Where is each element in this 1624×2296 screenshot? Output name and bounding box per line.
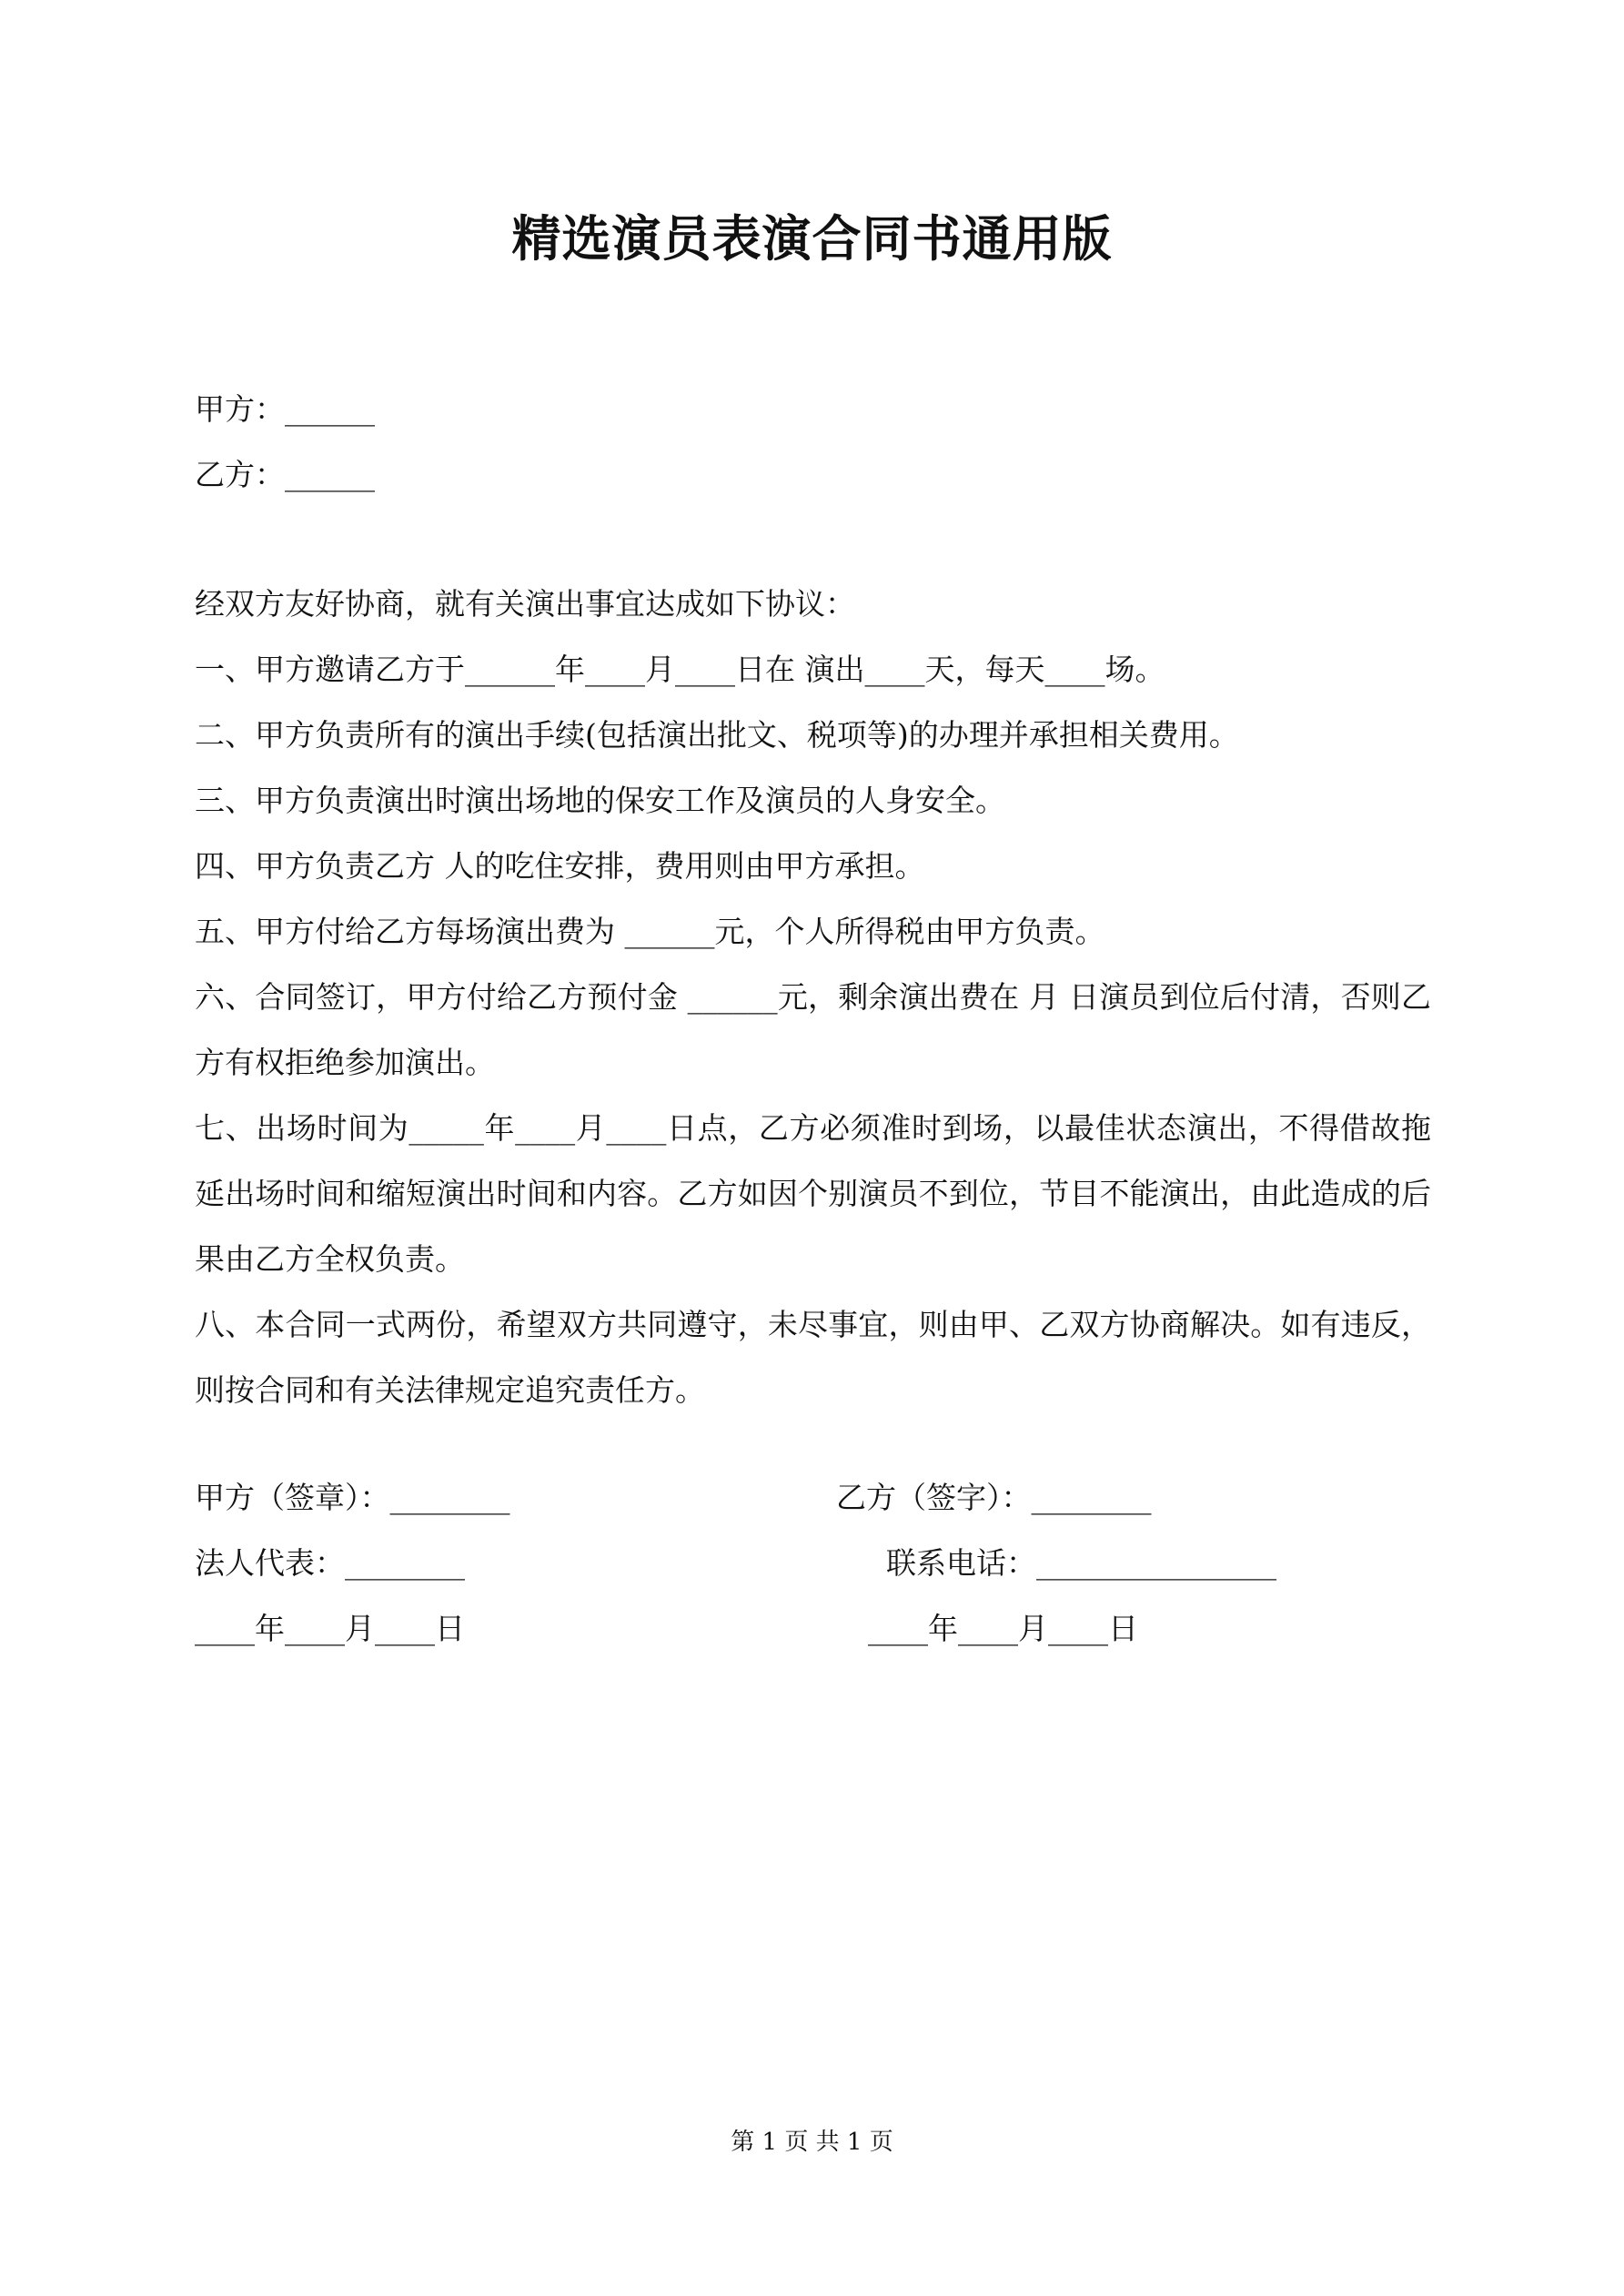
intro-paragraph: 经双方友好协商，就有关演出事宜达成如下协议： [195, 586, 855, 622]
party-a-date-line: ____年____月____日 [195, 1611, 465, 1646]
signature-row-3 [195, 1596, 1431, 1662]
party-b-date-line: ____年____月____日 [868, 1611, 1138, 1646]
document-title: 精选演员表演合同书通用版 [511, 209, 1113, 268]
party-b-line: 乙方：______ [195, 457, 375, 492]
signature-section [195, 1465, 1431, 1665]
clause-1: 一、甲方邀请乙方于______年____月____日在 演出____天，每天____场。 [195, 652, 1165, 687]
clause-3: 三、甲方负责演出时演出场地的保安工作及演员的人身安全。 [195, 783, 1005, 818]
legal-representative-line: 法人代表：________ [195, 1545, 465, 1581]
clause-4: 四、甲方负责乙方 人的吃住安排，费用则由甲方承担。 [195, 848, 925, 884]
party-a-line: 甲方：______ [195, 391, 375, 427]
clause-6: 六、合同签订，甲方付给乙方预付金 ______元，剩余演出费在 月 日演员到位后付清，否则乙方有权拒绝参加演出。 [195, 979, 1431, 1080]
page-number-footer: 第 1 页 共 1 页 [731, 2129, 893, 2156]
clause-7: 七、出场时间为_____年____月____日点，乙方必须准时到场，以最佳状态演出，不得借故拖延出场时间和缩短演出时间和内容。乙方如因个别演员不到位，节目不能演出，由此造成的后果由乙方全权负责。 [195, 1110, 1431, 1277]
contract-body [195, 571, 1431, 1423]
contact-phone-line: 联系电话：________________ [886, 1545, 1276, 1581]
party-b-signature-line: 乙方（签字）：________ [836, 1480, 1152, 1515]
clause-2: 二、甲方负责所有的演出手续(包括演出批文、税项等)的办理并承担相关费用。 [195, 717, 1239, 753]
clause-8: 八、本合同一式两份，希望双方共同遵守，未尽事宜，则由甲、乙双方协商解决。如有违反，则按合同和有关法律规定追究责任方。 [195, 1307, 1431, 1408]
signature-row-1 [195, 1465, 1431, 1531]
party-a-seal-line: 甲方（签章）：________ [195, 1480, 510, 1515]
clause-5: 五、甲方付给乙方每场演出费为 ______元，个人所得税由甲方负责。 [195, 914, 1105, 949]
signature-row-2 [195, 1531, 1431, 1596]
parties-section [195, 377, 1431, 508]
